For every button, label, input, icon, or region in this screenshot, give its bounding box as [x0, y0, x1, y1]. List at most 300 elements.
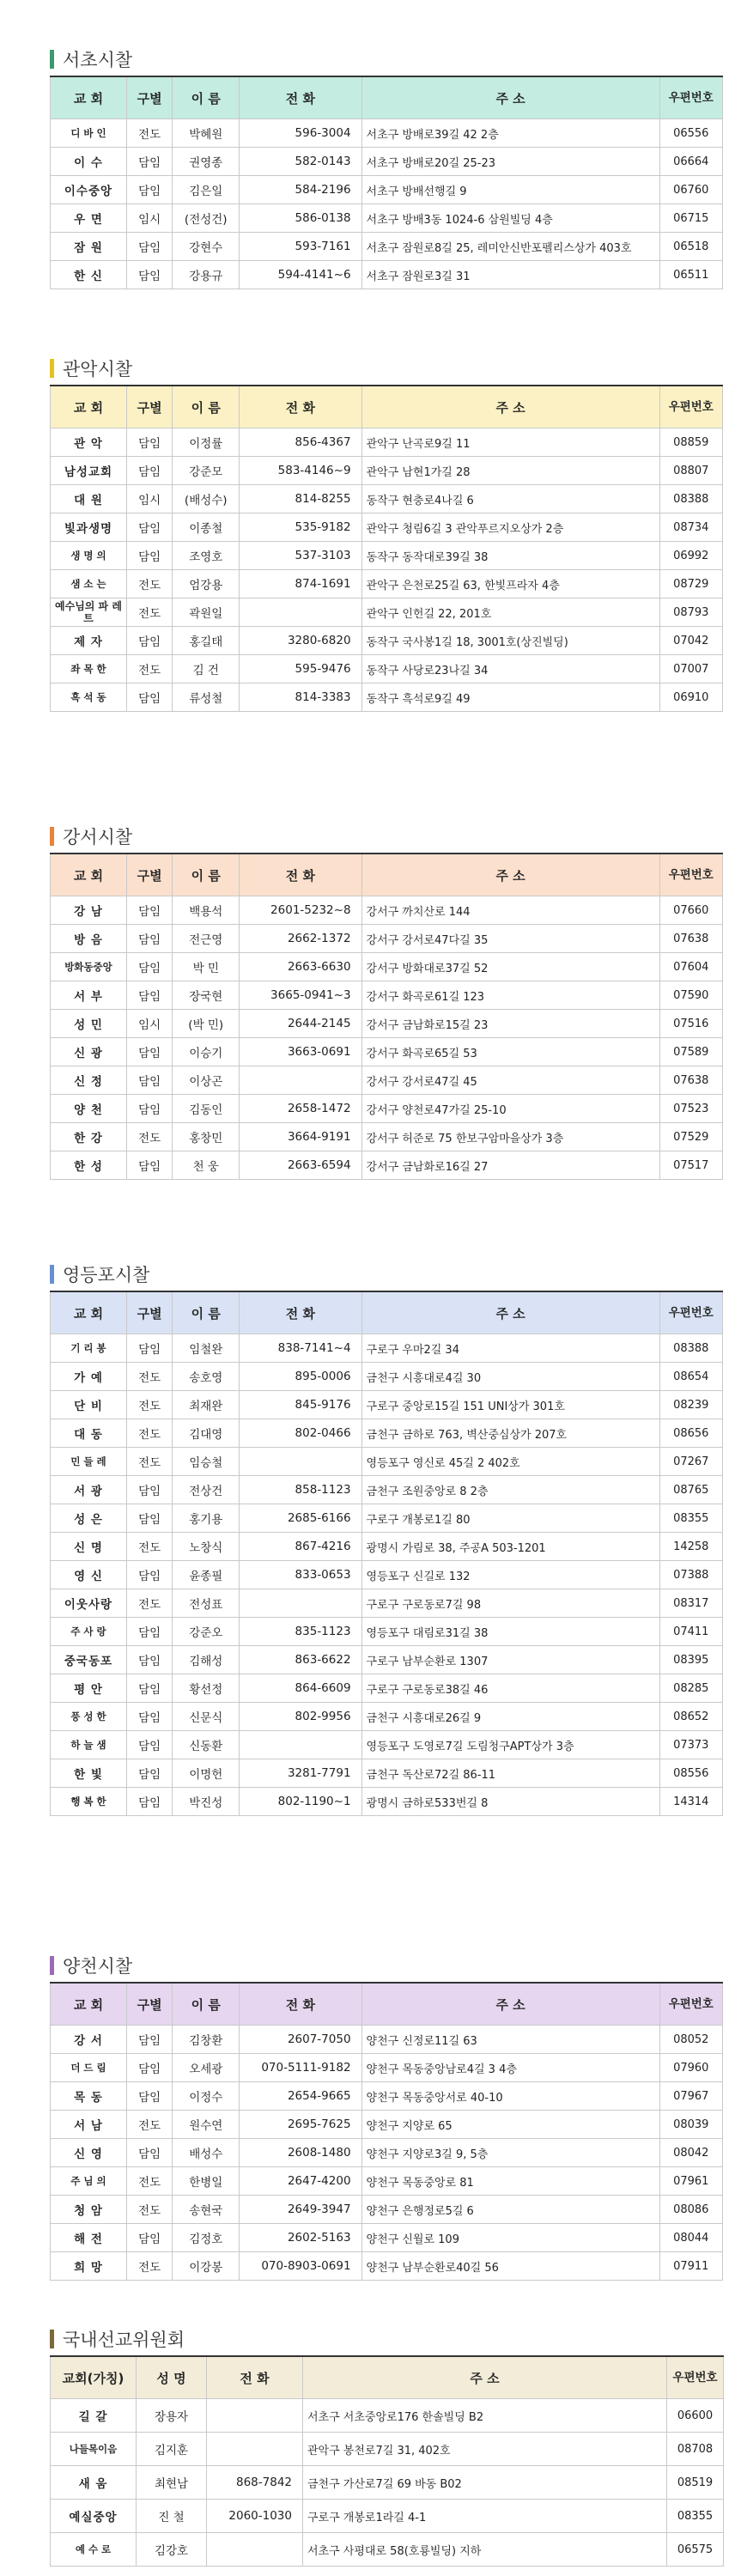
division: 전도 [126, 1448, 172, 1476]
section-mission [50, 2323, 723, 2567]
church-name: 영 신 [51, 1561, 127, 1589]
pastor-name: 김대영 [173, 1419, 240, 1448]
division: 전도 [126, 2252, 172, 2281]
table-row [51, 1391, 723, 1419]
address: 서초구 방배선행길 9 [361, 176, 659, 204]
header-pastor: 이 름 [173, 1291, 240, 1334]
postal-code: 08039 [659, 2111, 722, 2139]
section-title-bar [50, 2330, 54, 2348]
table-row [51, 176, 723, 204]
postal-code: 07516 [659, 1010, 722, 1038]
table-row [51, 1731, 723, 1759]
phone [240, 1066, 361, 1095]
header-church: 교 회 [51, 76, 127, 119]
division: 전도 [126, 1533, 172, 1561]
church-name: 풍 성 한 [51, 1703, 127, 1731]
church-table [50, 1291, 723, 1816]
pastor-name: 김동인 [173, 1095, 240, 1123]
person-name: 최현남 [137, 2466, 207, 2500]
address: 서초구 방배로20길 25-23 [361, 148, 659, 176]
table-row [51, 2082, 723, 2111]
church-name: 성 민 [51, 1010, 127, 1038]
header-pastor: 이 름 [173, 1983, 240, 2026]
postal-code: 08765 [659, 1476, 722, 1504]
header-phone: 전 화 [240, 854, 361, 896]
header-phone: 전 화 [207, 2356, 303, 2399]
address: 강서구 강서로47다길 35 [361, 925, 659, 953]
division: 담임 [126, 1095, 172, 1123]
phone: 2695-7625 [240, 2111, 361, 2139]
division: 전도 [126, 655, 172, 683]
church-name: 서 남 [51, 2111, 127, 2139]
table-row [51, 1703, 723, 1731]
division: 담임 [126, 1759, 172, 1788]
phone: 895-0006 [240, 1363, 361, 1391]
division: 담임 [126, 1674, 172, 1703]
phone: 070-8903-0691 [240, 2252, 361, 2281]
division: 담임 [126, 1476, 172, 1504]
phone: 2654-9665 [240, 2082, 361, 2111]
header-church: 교회(가칭) [51, 2356, 137, 2399]
church-name: 행 복 한 [51, 1788, 127, 1816]
postal-code: 08388 [659, 485, 722, 513]
header-church: 교 회 [51, 1291, 127, 1334]
header-postal: 우편번호 [659, 1291, 722, 1334]
address: 강서구 허준로 75 한보구암마을상가 3층 [361, 1123, 659, 1151]
pastor-name: (배성수) [173, 485, 240, 513]
section-title-bar [50, 827, 54, 846]
table-row [51, 2026, 723, 2054]
phone: 864-6609 [240, 1674, 361, 1703]
phone [207, 2399, 303, 2433]
header-address: 주 소 [361, 1291, 659, 1334]
division: 전도 [126, 1419, 172, 1448]
table-row [51, 1010, 723, 1038]
address: 강서구 금남화로16길 27 [361, 1151, 659, 1180]
church-name: 남성교회 [51, 457, 127, 485]
pastor-name: 배성수 [173, 2139, 240, 2167]
phone: 2608-1480 [240, 2139, 361, 2167]
table-row [51, 1419, 723, 1448]
phone: 2602-5163 [240, 2224, 361, 2252]
phone: 3281-7791 [240, 1759, 361, 1788]
pastor-name: 이명헌 [173, 1759, 240, 1788]
table-row [51, 2252, 723, 2281]
phone: 845-9176 [240, 1391, 361, 1419]
person-name: 김지훈 [137, 2433, 207, 2466]
header-address: 주 소 [361, 76, 659, 119]
division: 담임 [126, 513, 172, 542]
person-name: 장용자 [137, 2399, 207, 2433]
division: 담임 [126, 1504, 172, 1533]
header-pastor: 이 름 [173, 76, 240, 119]
church-table [50, 385, 723, 712]
address: 서초구 서초중앙로176 한솔빌딩 B2 [303, 2399, 667, 2433]
postal-code: 08355 [667, 2500, 724, 2533]
section-title-bar [50, 1265, 54, 1284]
postal-code: 08556 [659, 1759, 722, 1788]
table-header-row [51, 76, 723, 119]
pastor-name: 곽원일 [173, 598, 240, 627]
table-row [51, 119, 723, 148]
division: 담임 [126, 2224, 172, 2252]
pastor-name: 강용규 [173, 261, 240, 289]
phone: 814-8255 [240, 485, 361, 513]
division: 담임 [126, 1646, 172, 1674]
pastor-name: 김창환 [173, 2026, 240, 2054]
church-name: 좌 목 한 [51, 655, 127, 683]
church-name: 성 은 [51, 1504, 127, 1533]
person-name: 김강호 [137, 2533, 207, 2567]
pastor-name: 이정률 [173, 428, 240, 457]
church-name: 희 망 [51, 2252, 127, 2281]
church-table [50, 853, 723, 1180]
postal-code: 07911 [659, 2252, 722, 2281]
section-title [50, 820, 723, 853]
header-postal: 우편번호 [659, 386, 722, 428]
postal-code: 08807 [659, 457, 722, 485]
church-name: 신 영 [51, 2139, 127, 2167]
division: 전도 [126, 1589, 172, 1618]
pastor-name: 이강봉 [173, 2252, 240, 2281]
pastor-name: 오세광 [173, 2054, 240, 2082]
address: 구로구 우마2길 34 [361, 1334, 659, 1363]
division: 담임 [126, 2082, 172, 2111]
church-name: 가 예 [51, 1363, 127, 1391]
pastor-name: 강현수 [173, 233, 240, 261]
phone: 3280-6820 [240, 627, 361, 655]
table-row [51, 570, 723, 598]
phone: 2658-1472 [240, 1095, 361, 1123]
address: 영등포구 신길로 132 [361, 1561, 659, 1589]
church-name: 우 면 [51, 204, 127, 233]
division: 담임 [126, 2054, 172, 2082]
division: 담임 [126, 233, 172, 261]
phone: 835-1123 [240, 1618, 361, 1646]
church-name: 한 신 [51, 261, 127, 289]
address: 구로구 구로동로7길 98 [361, 1589, 659, 1618]
phone [240, 598, 361, 627]
division: 전도 [126, 1363, 172, 1391]
pastor-name: 최재완 [173, 1391, 240, 1419]
table-row [51, 896, 723, 925]
header-postal: 우편번호 [659, 76, 722, 119]
division: 전도 [126, 570, 172, 598]
pastor-name: 권영종 [173, 148, 240, 176]
postal-code: 08285 [659, 1674, 722, 1703]
address: 관악구 청림6길 3 관악푸르지오상가 2층 [361, 513, 659, 542]
section-title [50, 352, 723, 385]
phone: 814-3383 [240, 683, 361, 712]
phone: 833-0653 [240, 1561, 361, 1589]
church-name: 잠 원 [51, 233, 127, 261]
table-header-row [51, 2356, 724, 2399]
church-table [50, 76, 723, 289]
postal-code: 08044 [659, 2224, 722, 2252]
church-name: 단 비 [51, 1391, 127, 1419]
division: 담임 [126, 542, 172, 570]
division: 담임 [126, 1788, 172, 1816]
division: 담임 [126, 1151, 172, 1180]
postal-code: 07523 [659, 1095, 722, 1123]
church-name: 강 남 [51, 896, 127, 925]
division: 임시 [126, 1010, 172, 1038]
pastor-name: 박 민 [173, 953, 240, 981]
postal-code: 07007 [659, 655, 722, 683]
table-header-row [51, 854, 723, 896]
address: 영등포구 영신로 45길 2 402호 [361, 1448, 659, 1476]
division: 담임 [126, 896, 172, 925]
division: 담임 [126, 1066, 172, 1095]
table-row [51, 981, 723, 1010]
postal-code: 08355 [659, 1504, 722, 1533]
division: 담임 [126, 457, 172, 485]
address: 서초구 잠원로3길 31 [361, 261, 659, 289]
table-row [51, 1759, 723, 1788]
division: 전도 [126, 2167, 172, 2196]
header-address: 주 소 [361, 854, 659, 896]
postal-code: 08656 [659, 1419, 722, 1448]
phone: 3663-0691 [240, 1038, 361, 1066]
address: 양천구 남부순환로40길 56 [361, 2252, 659, 2281]
header-postal: 우편번호 [667, 2356, 724, 2399]
pastor-name: 전근영 [173, 925, 240, 953]
division: 전도 [126, 2196, 172, 2224]
section-title-bar [50, 50, 54, 69]
postal-code: 08729 [659, 570, 722, 598]
section-0 [50, 43, 723, 289]
church-name: 한 성 [51, 1151, 127, 1180]
division: 담임 [126, 981, 172, 1010]
postal-code: 07517 [659, 1151, 722, 1180]
table-header-row [51, 1291, 723, 1334]
phone: 582-0143 [240, 148, 361, 176]
postal-code: 07590 [659, 981, 722, 1010]
address: 강서구 화곡로65길 53 [361, 1038, 659, 1066]
section-title-text: 양천시찰 [63, 1956, 133, 1977]
address: 금천구 금하로 763, 벽산중심상가 207호 [361, 1419, 659, 1448]
postal-code: 08052 [659, 2026, 722, 2054]
table-row [51, 1363, 723, 1391]
table-row [51, 1151, 723, 1180]
address: 구로구 중앙로15길 151 UNI상가 301호 [361, 1391, 659, 1419]
table-row [51, 204, 723, 233]
postal-code: 06600 [667, 2399, 724, 2433]
postal-code: 08652 [659, 1703, 722, 1731]
table-row [51, 1476, 723, 1504]
address: 서초구 방배로39길 42 2층 [361, 119, 659, 148]
pastor-name: 엄강용 [173, 570, 240, 598]
pastor-name: 김 건 [173, 655, 240, 683]
church-name: 기 리 봉 [51, 1334, 127, 1363]
table-row [51, 1674, 723, 1703]
address: 구로구 개봉로1라길 4-1 [303, 2500, 667, 2533]
church-name: 생 명 의 [51, 542, 127, 570]
header-division: 구별 [126, 386, 172, 428]
table-row [51, 1066, 723, 1095]
table-row [51, 2196, 723, 2224]
church-name: 한 강 [51, 1123, 127, 1151]
section-title-text: 서초시찰 [63, 50, 133, 70]
phone: 802-0466 [240, 1419, 361, 1448]
postal-code: 07961 [659, 2167, 722, 2196]
phone: 802-9956 [240, 1703, 361, 1731]
phone: 2649-3947 [240, 2196, 361, 2224]
division: 담임 [126, 925, 172, 953]
header-church: 교 회 [51, 854, 127, 896]
header-division: 구별 [126, 854, 172, 896]
pastor-name: 송호영 [173, 1363, 240, 1391]
phone: 2607-7050 [240, 2026, 361, 2054]
division: 담임 [126, 2026, 172, 2054]
header-name: 성 명 [137, 2356, 207, 2399]
phone [207, 2533, 303, 2567]
postal-code: 08388 [659, 1334, 722, 1363]
church-name: 청 암 [51, 2196, 127, 2224]
phone: 2060-1030 [207, 2500, 303, 2533]
header-phone: 전 화 [240, 76, 361, 119]
church-name: 샘 소 는 [51, 570, 127, 598]
pastor-name: 신동환 [173, 1731, 240, 1759]
person-name: 진 철 [137, 2500, 207, 2533]
church-name: 중국동포 [51, 1646, 127, 1674]
postal-code: 07388 [659, 1561, 722, 1589]
phone: 594-4141~6 [240, 261, 361, 289]
address: 관악구 난곡로9길 11 [361, 428, 659, 457]
address: 관악구 은천로25길 63, 한빛프라자 4층 [361, 570, 659, 598]
church-name: 신 명 [51, 1533, 127, 1561]
phone: 2663-6594 [240, 1151, 361, 1180]
postal-code: 06556 [659, 119, 722, 148]
header-division: 구별 [126, 76, 172, 119]
address: 강서구 강서로47길 45 [361, 1066, 659, 1095]
church-name: 서 부 [51, 981, 127, 1010]
division: 전도 [126, 2111, 172, 2139]
address: 금천구 시흥대로26길 9 [361, 1703, 659, 1731]
phone: 070-5111-9182 [240, 2054, 361, 2082]
table-row [51, 598, 723, 627]
address: 강서구 방화대로37길 52 [361, 953, 659, 981]
table-row [51, 1334, 723, 1363]
phone: 583-4146~9 [240, 457, 361, 485]
postal-code: 08317 [659, 1589, 722, 1618]
phone: 595-9476 [240, 655, 361, 683]
table-row [51, 542, 723, 570]
postal-code: 07529 [659, 1123, 722, 1151]
division: 담임 [126, 1038, 172, 1066]
division: 담임 [126, 148, 172, 176]
pastor-name: 홍창민 [173, 1123, 240, 1151]
church-name: 신 정 [51, 1066, 127, 1095]
postal-code: 06910 [659, 683, 722, 712]
table-row [51, 1788, 723, 1816]
church-name: 방 음 [51, 925, 127, 953]
church-name: 강 서 [51, 2026, 127, 2054]
postal-code: 06511 [659, 261, 722, 289]
church-name: 주 사 랑 [51, 1618, 127, 1646]
table-row [51, 1448, 723, 1476]
division: 담임 [126, 2139, 172, 2167]
pastor-name: 조영호 [173, 542, 240, 570]
postal-code: 08859 [659, 428, 722, 457]
church-name: 디 바 인 [51, 119, 127, 148]
postal-code: 08239 [659, 1391, 722, 1419]
table-row [51, 513, 723, 542]
postal-code: 14314 [659, 1788, 722, 1816]
church-name: 대 원 [51, 485, 127, 513]
church-name: 더 드 림 [51, 2054, 127, 2082]
table-row [51, 2139, 723, 2167]
table-row [51, 428, 723, 457]
table-row [51, 1561, 723, 1589]
phone: 856-4367 [240, 428, 361, 457]
church-name: 목 동 [51, 2082, 127, 2111]
section-2 [50, 820, 723, 1180]
address: 구로구 개봉로1길 80 [361, 1504, 659, 1533]
section-title-bar [50, 359, 54, 378]
table-row [51, 1123, 723, 1151]
table-row [51, 2500, 724, 2533]
phone: 868-7842 [207, 2466, 303, 2500]
pastor-name: 이상곤 [173, 1066, 240, 1095]
address: 양천구 신월로 109 [361, 2224, 659, 2252]
header-church: 교 회 [51, 386, 127, 428]
phone: 2662-1372 [240, 925, 361, 953]
phone: 858-1123 [240, 1476, 361, 1504]
phone: 867-4216 [240, 1533, 361, 1561]
section-title [50, 1258, 723, 1291]
pastor-name: 임철완 [173, 1334, 240, 1363]
header-church: 교 회 [51, 1983, 127, 2026]
pastor-name: (박 민) [173, 1010, 240, 1038]
postal-code: 06664 [659, 148, 722, 176]
postal-code: 07638 [659, 1066, 722, 1095]
address: 관악구 남현1가길 28 [361, 457, 659, 485]
header-address: 주 소 [361, 386, 659, 428]
division: 전도 [126, 598, 172, 627]
address: 광명시 금하로533번길 8 [361, 1788, 659, 1816]
table-row [51, 1095, 723, 1123]
church-name: 예 수 로 [51, 2533, 137, 2567]
address: 강서구 까치산로 144 [361, 896, 659, 925]
division: 담임 [126, 1334, 172, 1363]
table-row [51, 1646, 723, 1674]
table-row [51, 1618, 723, 1646]
church-name: 한 빛 [51, 1759, 127, 1788]
table-row [51, 1504, 723, 1533]
division: 임시 [126, 204, 172, 233]
phone [240, 1731, 361, 1759]
division: 전도 [126, 119, 172, 148]
pastor-name: 류성철 [173, 683, 240, 712]
address: 양천구 은행정로5길 6 [361, 2196, 659, 2224]
pastor-name: 장국현 [173, 981, 240, 1010]
church-name: 평 안 [51, 1674, 127, 1703]
pastor-name: 홍기용 [173, 1504, 240, 1533]
division: 담임 [126, 1561, 172, 1589]
pastor-name: (전성건) [173, 204, 240, 233]
pastor-name: 전상건 [173, 1476, 240, 1504]
header-division: 구별 [126, 1291, 172, 1334]
table-row [51, 1533, 723, 1561]
phone: 593-7161 [240, 233, 361, 261]
pastor-name: 한병일 [173, 2167, 240, 2196]
pastor-name: 이승기 [173, 1038, 240, 1066]
mission-table [50, 2355, 724, 2567]
address: 양천구 목동중앙남로4길 3 4층 [361, 2054, 659, 2082]
pastor-name: 천 웅 [173, 1151, 240, 1180]
division: 담임 [126, 428, 172, 457]
